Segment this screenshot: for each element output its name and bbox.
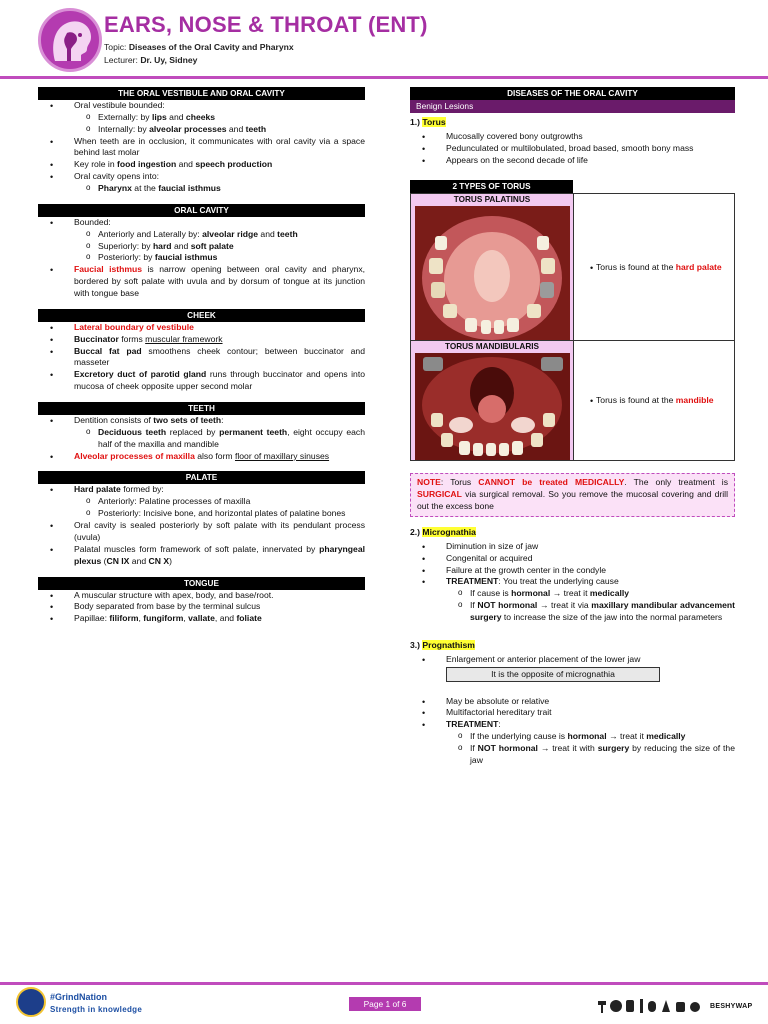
- list-item: o If NOT hormonal → treat it with surgery by reducing the size of the jaw: [410, 743, 735, 767]
- list-item: • TREATMENT:: [410, 719, 735, 731]
- footer-tagline: Strength in knowledge: [50, 1005, 143, 1014]
- section-tongue: [38, 577, 365, 626]
- section-oral-cavity: [38, 204, 365, 300]
- list-item: • Dentition consists of two sets of teeth:: [38, 415, 365, 427]
- list-item: • Torus is found at the hard palate: [578, 262, 726, 274]
- list-item: • Diminution in size of jaw: [410, 541, 735, 553]
- list-item: • Papillae: filiform, fungiform, vallate, and foliate: [38, 613, 365, 625]
- footer-brand: BESHYWAP: [710, 1003, 753, 1010]
- list-item: • Oral vestibule bounded:: [38, 100, 365, 112]
- section-heading: TONGUE: [38, 577, 365, 590]
- micrognathia-title: 2.) Micrognathia: [410, 527, 476, 538]
- medical-icons-strip-icon: [596, 997, 706, 1015]
- header-divider: [0, 76, 768, 79]
- list-item: • Faucial isthmus is narrow opening between oral cavity and pharynx, bordered by soft palate with uvula and by dorsum of tongue at its junction with tongue base: [38, 264, 365, 300]
- section-heading: PALATE: [38, 471, 365, 484]
- list-item: o Externally: by lips and cheeks: [38, 112, 365, 124]
- list-item: o Superiorly: by hard and soft palate: [38, 241, 365, 253]
- list-item: • Multifactorial hereditary trait: [410, 707, 735, 719]
- list-item: • Appears on the second decade of life: [410, 155, 735, 167]
- lecturer-value: Dr. Uy, Sidney: [140, 55, 198, 65]
- list-item: • Lateral boundary of vestibule: [38, 322, 365, 334]
- grindnation-badge-icon: [16, 987, 46, 1017]
- list-item: o Posteriorly: by faucial isthmus: [38, 252, 365, 264]
- list-item: o Posteriorly: Incisive bone, and horizontal plates of palatine bones: [38, 508, 365, 520]
- list-item: • Enlargement or anterior placement of the lower jaw: [410, 654, 735, 666]
- list-item: • Palatal muscles form framework of soft palate, innervated by pharyngeal plexus (CN IX and CN X): [38, 544, 365, 568]
- topic-value: Diseases of the Oral Cavity and Pharynx: [128, 42, 294, 52]
- list-item: • Excretory duct of parotid gland runs through buccinator and opens into mucosa of cheek opposite upper second molar: [38, 369, 365, 393]
- list-item: • Key role in food ingestion and speech production: [38, 159, 365, 171]
- list-item: • Buccal fat pad smoothens cheek contour; between buccinator and masseter: [38, 346, 365, 370]
- list-item: • Alveolar processes of maxilla also form floor of maxillary sinuses: [38, 451, 365, 463]
- section-heading: THE ORAL VESTIBULE AND ORAL CAVITY: [38, 87, 365, 100]
- list-item: • When teeth are in occlusion, it communicates with oral cavity via a space behind last molar: [38, 136, 365, 160]
- note-box: NOTE: Torus CANNOT be treated MEDICALLY. The only treatment is SURGICAL via surgical removal. So you remove the mucosal covering and drill out the excess bone: [410, 473, 735, 517]
- list-item: • Failure at the growth center in the condyle: [410, 565, 735, 577]
- list-item: • Congenital or acquired: [410, 553, 735, 565]
- list-item: o If cause is hormonal → treat it medically: [410, 588, 735, 600]
- lecturer-line: Lecturer: Dr. Uy, Sidney: [104, 55, 198, 65]
- torus-mandibularis-cell: [411, 341, 574, 461]
- list-item: • Oral cavity is sealed posteriorly by soft palate with its pendulant process (uvula): [38, 520, 365, 544]
- torus-types-table: [410, 193, 735, 461]
- section-cheek: [38, 309, 365, 393]
- list-item: • May be absolute or relative: [410, 696, 735, 708]
- list-item: o If the underlying cause is hormonal → treat it medically: [410, 731, 735, 743]
- list-item: • Body separated from base by the terminal sulcus: [38, 601, 365, 613]
- list-item: o Deciduous teeth replaced by permanent teeth, eight occupy each half of the maxilla and mandible: [38, 427, 365, 451]
- section-oral-vestibule: [38, 87, 365, 195]
- list-item: o Internally: by alveolar processes and teeth: [38, 124, 365, 136]
- right-column: [410, 87, 735, 767]
- footer-hashtag: #GrindNation: [50, 992, 108, 1002]
- list-item: • Mucosally covered bony outgrowths: [410, 131, 735, 143]
- list-item: • Buccinator forms muscular framework: [38, 334, 365, 346]
- left-column: [38, 87, 365, 634]
- torus-palatinus-photo: [415, 206, 570, 340]
- list-item: • Oral cavity opens into:: [38, 171, 365, 183]
- list-item: • Bounded:: [38, 217, 365, 229]
- list-item: • TREATMENT: You treat the underlying cause: [410, 576, 735, 588]
- page-title: EARS, NOSE & THROAT (ENT): [104, 12, 428, 37]
- list-item: o Anteriorly: Palatine processes of maxilla: [38, 496, 365, 508]
- section-heading: TEETH: [38, 402, 365, 415]
- topic-line: Topic: Diseases of the Oral Cavity and Pharynx: [104, 42, 294, 52]
- torus-mandibularis-description: [574, 341, 735, 461]
- torus-palatinus-label: TORUS PALATINUS: [453, 195, 531, 205]
- list-item: • A muscular structure with apex, body, and base/root.: [38, 590, 365, 602]
- section-heading: DISEASES OF THE ORAL CAVITY: [410, 87, 735, 100]
- list-item: • Hard palate formed by:: [38, 484, 365, 496]
- list-item: • Torus is found at the mandible: [578, 395, 726, 407]
- list-item: o If NOT hormonal → treat it via maxillary mandibular advancement surgery to increase the size of the jaw into the normal parameters: [410, 600, 735, 624]
- torus-types-heading: 2 TYPES OF TORUS: [410, 180, 573, 193]
- section-teeth: [38, 402, 365, 462]
- subsection-heading: Benign Lesions: [410, 100, 735, 113]
- torus-palatinus-description: [574, 194, 735, 341]
- torus-mandibularis-photo: [415, 353, 570, 460]
- torus-title: 1.) Torus: [410, 117, 446, 127]
- footer-divider: [0, 982, 768, 985]
- torus-palatinus-cell: [411, 194, 574, 341]
- torus-mandibularis-label: TORUS MANDIBULARIS: [444, 342, 539, 352]
- list-item: o Anteriorly and Laterally by: alveolar ridge and teeth: [38, 229, 365, 241]
- list-item: o Pharynx at the faucial isthmus: [38, 183, 365, 195]
- list-item: • Pedunculated or multilobulated, broad based, smooth bony mass: [410, 143, 735, 155]
- section-palate: [38, 471, 365, 567]
- page-number: Page 1 of 6: [349, 997, 421, 1011]
- opposite-callout-box: It is the opposite of micrognathia: [446, 667, 660, 682]
- section-heading: CHEEK: [38, 309, 365, 322]
- prognathism-title: 3.) Prognathism: [410, 639, 475, 650]
- ent-head-logo-icon: [38, 8, 102, 72]
- page-header: [0, 0, 768, 80]
- section-heading: ORAL CAVITY: [38, 204, 365, 217]
